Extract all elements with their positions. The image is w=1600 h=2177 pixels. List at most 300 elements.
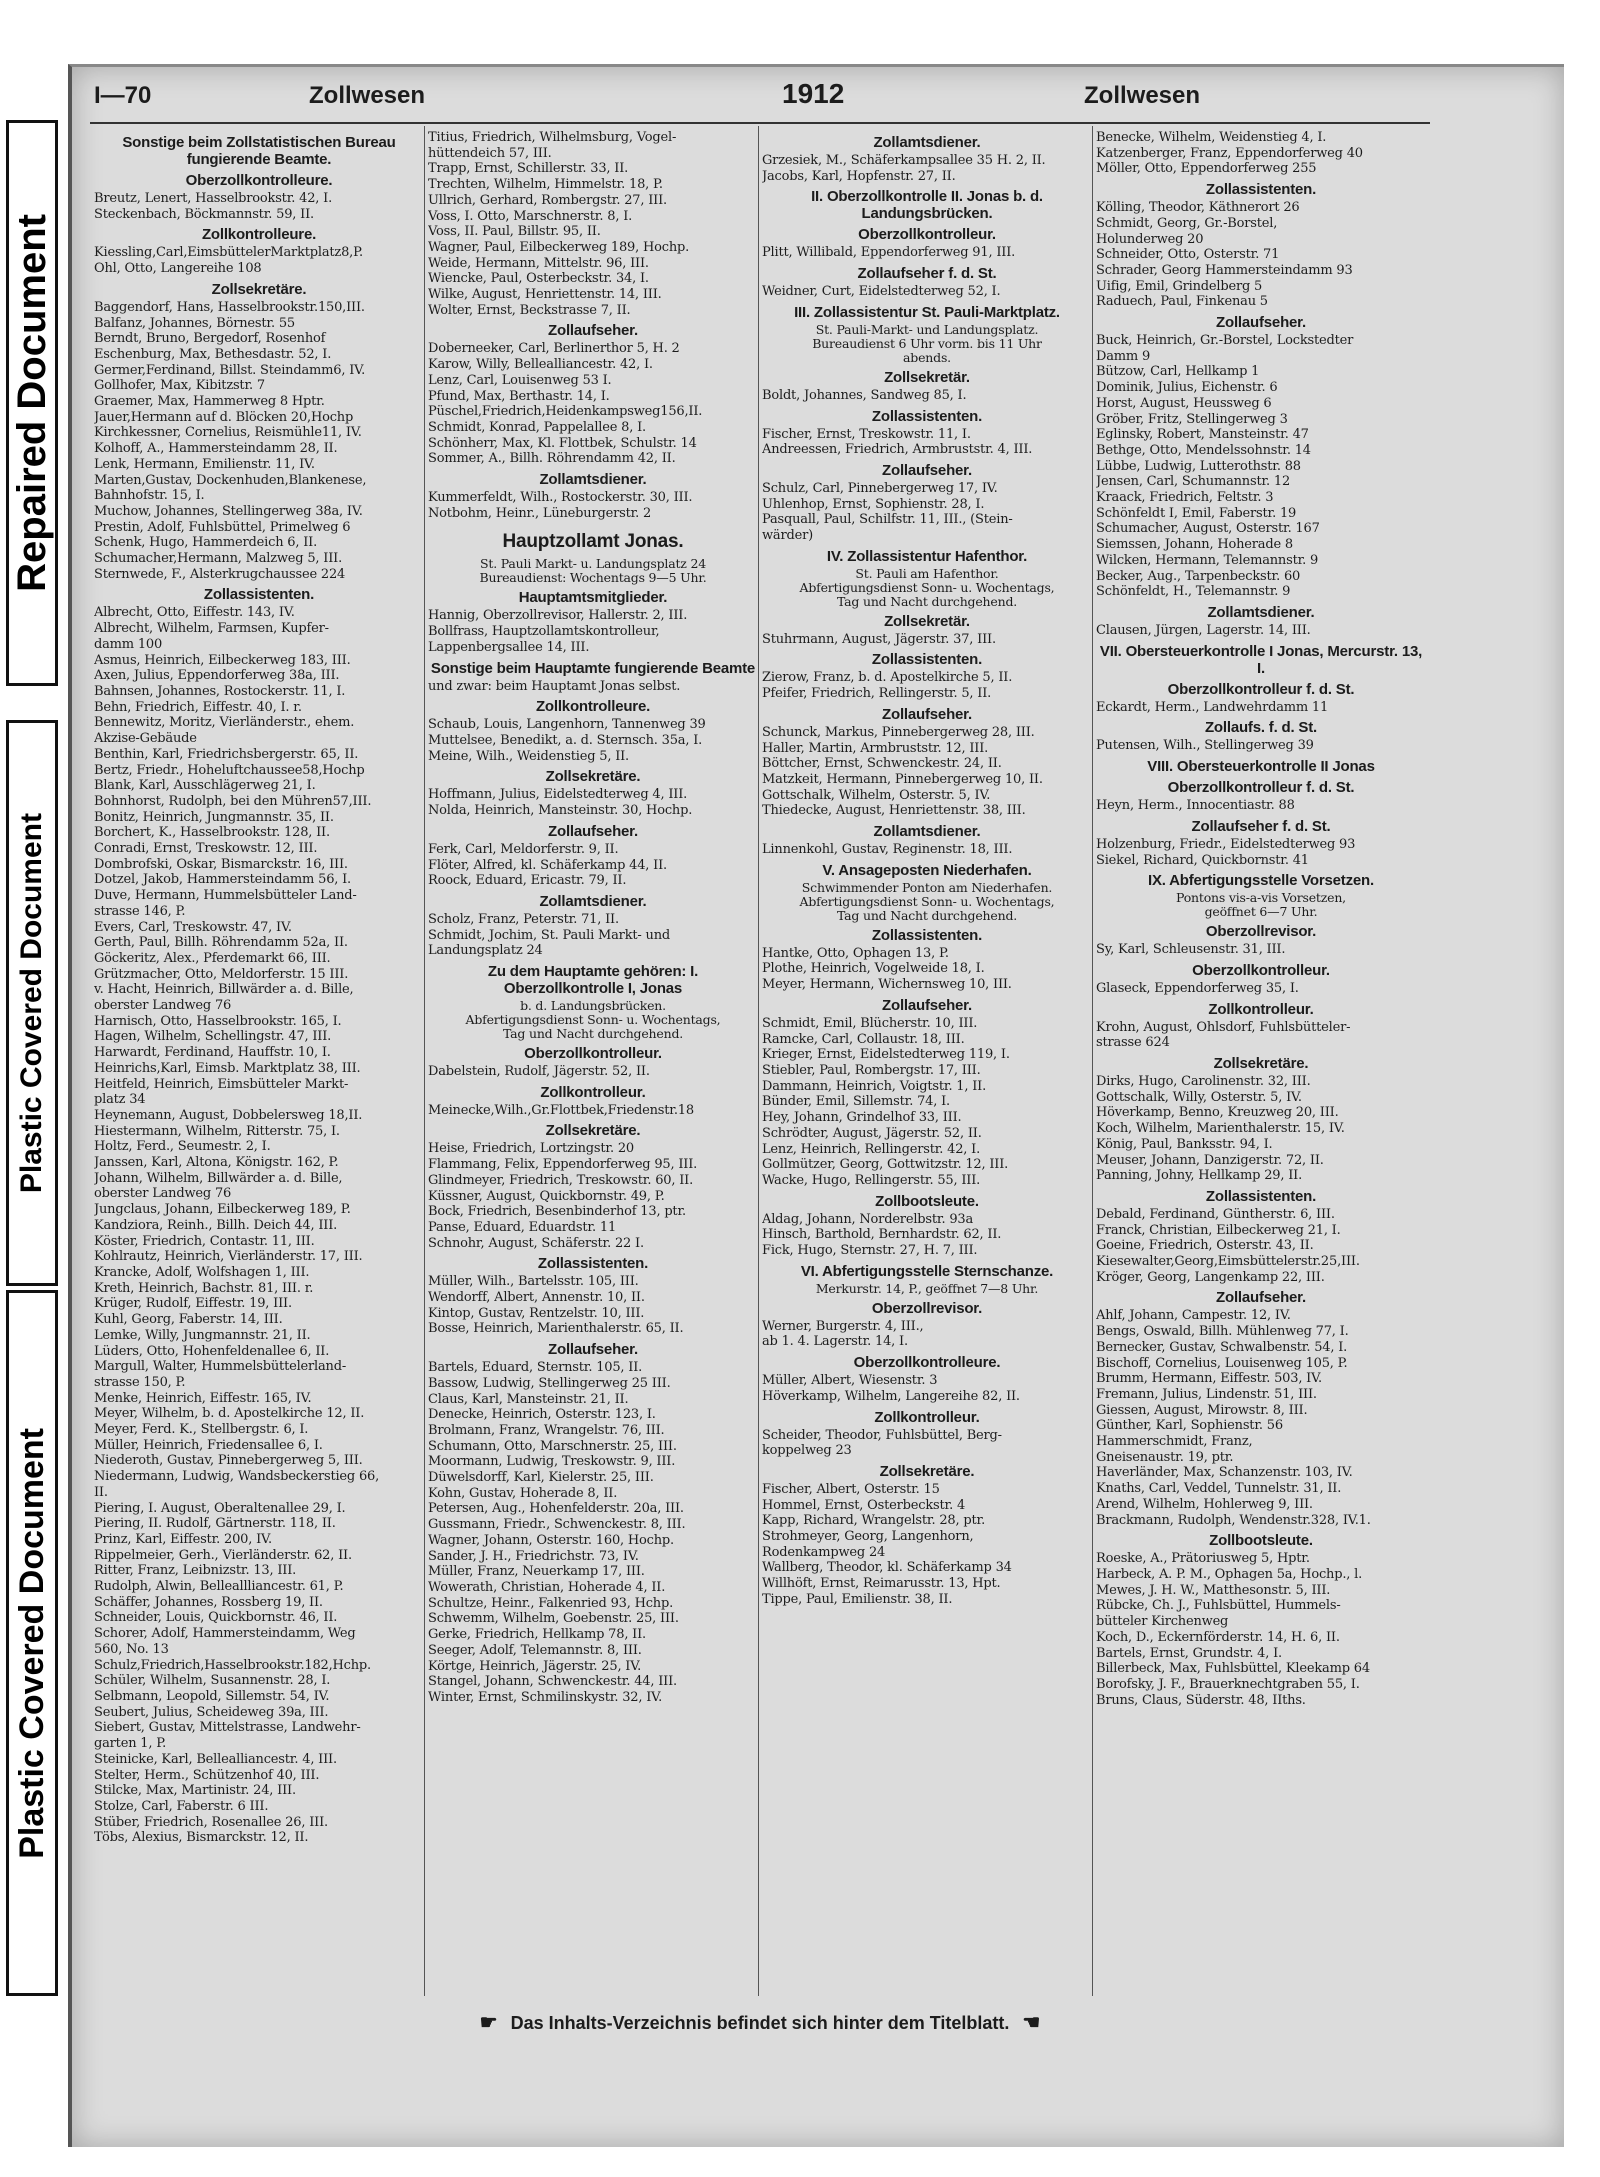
directory-entry: Bartels, Ernst, Grundstr. 4, I. [1096,1645,1282,1661]
directory-entry: Stiebler, Paul, Rombergstr. 17, III. [762,1062,981,1078]
plastic-covered-label-upper [6,720,58,1286]
repaired-document-label [6,120,58,686]
directory-entry: Fischer, Albert, Osterstr. 15 [762,1481,940,1497]
directory-entry: Wallberg, Theodor, kl. Schäferkamp 34 [762,1560,1012,1576]
section-heading: VIII. Obersteuerkontrolle II Jonas [1147,758,1375,776]
directory-entry: 560, No. 13 [94,1641,169,1657]
directory-entry: Jauer,Hermann auf d. Blöcken 20,Hochp [94,409,354,425]
directory-entry: Boldt, Johannes, Sandweg 85, I. [762,387,967,403]
section-heading: Oberzollkontrolleur f. d. St. [1167,680,1355,698]
directory-entry: Dominik, Julius, Eichenstr. 6 [1096,380,1278,396]
column-2 [428,130,758,1706]
directory-entry: Horst, August, Heussweg 6 [1096,395,1272,411]
directory-entry: Koch, Wilhelm, Marienthalerstr. 15, IV. [1096,1121,1345,1137]
section-heading: Zollaufseher. [548,822,638,840]
directory-entry: Meyer, Hermann, Wichernsweg 10, III. [762,977,1012,993]
directory-entry: Bischoff, Cornelius, Louisenweg 105, P. [1096,1355,1348,1371]
directory-entry: Thiedecke, August, Henriettenstr. 38, III. [762,803,1026,819]
directory-entry: Duve, Hermann, Hummelsbütteler Land- [94,888,357,904]
column-divider [1092,126,1093,1996]
section-heading: Zollbootsleute. [1209,1532,1313,1550]
directory-entry: Stilcke, Max, Martinistr. 24, III. [94,1783,296,1799]
directory-entry: Buck, Heinrich, Gr.-Borstel, Lockstedter [1096,333,1354,349]
directory-entry: Asmus, Heinrich, Eilbeckerweg 183, III. [94,652,351,668]
directory-entry: Matzkeit, Hermann, Pinnebergerweg 10, II. [762,771,1043,787]
directory-entry: Goeine, Friedrich, Osterstr. 43, II. [1096,1238,1314,1254]
column-divider [758,126,759,1996]
directory-entry: Meuser, Johann, Danzigerstr. 72, II. [1096,1152,1324,1168]
directory-entry: Heitfeld, Heinrich, Eimsbütteler Markt- [94,1076,349,1092]
directory-entry: Kapp, Richard, Wrangelstr. 28, ptr. [762,1513,986,1529]
directory-entry: Siemssen, Johann, Hoherade 8 [1096,537,1293,553]
directory-entry: Borchert, K., Hasselbrookstr. 128, II. [94,825,330,841]
directory-entry: Jacobs, Karl, Hopfenstr. 27, II. [762,168,956,184]
directory-entry: Bassow, Ludwig, Stellingerweg 25 III. [428,1375,671,1391]
directory-entry: Roeske, A., Prätoriusweg 5, Hptr. [1096,1551,1310,1567]
directory-entry: Bartels, Eduard, Sternstr. 105, II. [428,1360,643,1376]
directory-entry: Petersen, Aug., Hohenfelderstr. 20a, III. [428,1501,684,1517]
directory-entry: Germer,Ferdinand, Billst. Steindamm6, IV. [94,362,365,378]
directory-entry: Graemer, Max, Hammerweg 8 Hptr. [94,394,325,410]
directory-entry: Plitt, Willibald, Eppendorferweg 91, III. [762,245,1016,261]
directory-entry: Gollhofer, Max, Kibitzstr. 7 [94,378,265,394]
directory-entry: Akzise-Gebäude [94,731,197,747]
directory-entry: Prinz, Karl, Eiffestr. 200, IV. [94,1531,272,1547]
directory-entry: Flammang, Felix, Eppendorferweg 95, III. [428,1157,698,1173]
directory-entry: Moormann, Ludwig, Treskowstr. 9, III. [428,1454,676,1470]
directory-entry: Rodenkampweg 24 [762,1544,886,1560]
plastic-covered-label-lower [6,1290,58,1996]
section-note: Schwimmender Ponton am Niederhafen. [801,879,1053,895]
directory-entry: Kraack, Friedrich, Feltstr. 3 [1096,490,1274,506]
directory-entry: hüttendeich 57, III. [428,145,552,161]
directory-entry: Höverkamp, Benno, Kreuzweg 20, III. [1096,1105,1339,1121]
directory-entry: Katzenberger, Franz, Eppendorferweg 40 [1096,145,1363,161]
directory-entry: Koch, D., Eckernförderstr. 14, H. 6, II. [1096,1629,1340,1645]
section-heading: Zollkontrolleur. [874,1408,980,1426]
directory-entry: Müller, Heinrich, Friedensallee 6, I. [94,1437,323,1453]
directory-entry: Lübbe, Ludwig, Lutterothstr. 88 [1096,458,1301,474]
directory-entry: Schumacher, August, Osterstr. 167 [1096,521,1320,537]
directory-entry: Pasquall, Paul, Schilfstr. 11, III., (Stein- [762,512,1013,528]
directory-entry: Göckeritz, Alex., Pferdemarkt 66, III. [94,950,331,966]
directory-entry: Gottschalk, Willy, Osterstr. 5, IV. [1096,1089,1302,1105]
directory-entry: Bertz, Friedr., Hoheluftchaussee58,Hochp [94,762,365,778]
directory-entry: Andreessen, Friedrich, Armbruststr. 4, III. [762,442,1033,458]
directory-entry: Gottschalk, Wilhelm, Osterstr. 5, IV. [762,787,991,803]
page-footer [90,2010,1430,2035]
directory-entry: Raduech, Paul, Finkenau 5 [1096,294,1268,310]
directory-entry: Roock, Eduard, Ericastr. 79, II. [428,873,627,889]
section-heading: Zollamtsdiener. [539,471,647,489]
directory-entry: Wiencke, Paul, Osterbeckstr. 34, I. [428,271,649,287]
directory-entry: Werner, Burgerstr. 4, III., [762,1318,924,1334]
directory-entry: Benthin, Karl, Friedrichsbergerstr. 65, II. [94,746,359,762]
directory-entry: Müller, Wilh., Bartelsstr. 105, III. [428,1274,639,1290]
directory-entry: Franck, Christian, Eilbeckerweg 21, I. [1096,1222,1341,1238]
directory-entry: Schmidt, Jochim, St. Pauli Markt- und [428,927,670,943]
directory-entry: Kiesewalter,Georg,Eimsbüttelerstr.25,III. [1096,1254,1360,1270]
directory-entry: Willhöft, Ernst, Reimarusstr. 13, Hpt. [762,1576,1001,1592]
directory-entry: Dammann, Heinrich, Voigtstr. 1, II. [762,1078,987,1094]
header-right-title: Zollwesen [1084,82,1201,109]
directory-entry: strasse 150, P. [94,1374,186,1390]
directory-entry: Bernecker, Gustav, Schwalbenstr. 54, I. [1096,1339,1348,1355]
directory-entry: Hinsch, Barthold, Bernhardstr. 62, II. [762,1227,1002,1243]
directory-entry: Lenz, Heinrich, Rellingerstr. 42, I. [762,1141,981,1157]
directory-entry: Piering, II. Rudolf, Gärtnerstr. 118, II. [94,1516,336,1532]
directory-entry: Eckardt, Herm., Landwehrdamm 11 [1096,699,1329,715]
directory-entry: Schäffer, Johannes, Rossberg 19, II. [94,1594,323,1610]
directory-entry: Notbohm, Heinr., Lüneburgerstr. 2 [428,505,652,521]
directory-entry: Plothe, Heinrich, Vogelweide 18, I. [762,961,985,977]
directory-entry: oberster Landweg 76 [94,1186,232,1202]
directory-entry: Zierow, Franz, b. d. Apostelkirche 5, II. [762,670,1013,686]
directory-entry: Bahnsen, Johannes, Rostockerstr. 11, I. [94,683,346,699]
column-4 [1096,130,1426,1708]
directory-entry: Müller, Franz, Neuerkamp 17, III. [428,1564,645,1580]
page-header [94,78,1414,118]
section-note: Tag und Nacht durchgehend. [836,907,1018,923]
directory-entry: Schmidt, Georg, Gr.-Borstel, [1096,215,1278,231]
directory-entry: Eglinsky, Robert, Mansteinstr. 47 [1096,427,1309,443]
directory-entry: Blank, Karl, Ausschlägerweg 21, I. [94,778,316,794]
section-heading: Zollkontrolleur. [540,1083,646,1101]
column-3 [762,130,1092,1608]
directory-entry: Bock, Friedrich, Besenbinderhof 13, ptr. [428,1204,686,1220]
section-heading: Oberzollkontrolleure. [185,172,333,189]
directory-entry: Flöter, Alfred, kl. Schäferkamp 44, II. [428,857,667,873]
directory-entry: Schwemm, Wilhelm, Goebenstr. 25, III. [428,1611,679,1627]
section-heading: IX. Abfertigungsstelle Vorsetzen. [1148,872,1374,890]
directory-entry: Hey, Johann, Grindelhof 33, III. [762,1110,962,1126]
section-heading: IV. Zollassistentur Hafenthor. [826,547,1028,565]
directory-entry: Gussmann, Friedr., Schwenckestr. 8, III. [428,1517,686,1533]
directory-entry: Uhlenhop, Ernst, Sophienstr. 28, I. [762,496,985,512]
directory-entry: Bahnhofstr. 15, I. [94,488,205,504]
section-heading: II. Oberzollkontrolle II. Jonas b. d. Landungsbrücken. [811,188,1043,223]
section-note: St. Pauli am Hafenthor. [855,565,999,581]
directory-entry: Kölling, Theodor, Käthnerort 26 [1096,200,1300,216]
directory-entry: garten 1, P. [94,1736,167,1752]
directory-entry: Heinrichs,Karl, Eimsb. Marktplatz 38, III. [94,1060,361,1076]
directory-entry: Sander, J. H., Friedrichstr. 73, IV. [428,1548,639,1564]
directory-entry: Möller, Otto, Eppendorferweg 255 [1096,161,1317,177]
directory-entry: Stangel, Johann, Schwenckestr. 44, III. [428,1674,677,1690]
directory-entry: Rudolph, Alwin, Belleallliancestr. 61, P. [94,1579,344,1595]
directory-entry: Steckenbach, Böckmannstr. 59, II. [94,206,314,222]
section-heading: Zollsekretär. [884,612,970,630]
directory-entry: Holzenburg, Friedr., Eidelstedterweg 93 [1096,836,1356,852]
section-note: Bureaudienst: Wochentags 9—5 Uhr. [479,570,707,586]
section-heading: Oberzollkontrolleur f. d. St. [1167,779,1355,797]
directory-entry: Axen, Julius, Eppendorferweg 38a, III. [94,668,340,684]
directory-entry: Lemke, Willy, Jungmannstr. 21, II. [94,1327,311,1343]
directory-entry: Baggendorf, Hans, Hasselbrookstr.150,III. [94,299,365,315]
directory-entry: Ullrich, Gerhard, Rombergstr. 27, III. [428,192,667,208]
directory-entry: Bennewitz, Moritz, Vierländerstr., ehem. [94,715,355,731]
directory-entry: Ramcke, Carl, Collaustr. 18, III. [762,1031,965,1047]
directory-entry: Kolhoff, A., Hammersteindamm 28, II. [94,441,338,457]
directory-entry: Heyn, Herm., Innocentiastr. 88 [1096,798,1295,814]
directory-entry: Wilcken, Hermann, Telemannstr. 9 [1096,552,1319,568]
directory-entry: wärder) [762,528,813,544]
directory-entry: Janssen, Karl, Altona, Königstr. 162, P. [94,1155,339,1171]
directory-entry: Brumm, Hermann, Eiffestr. 503, IV. [1096,1371,1322,1387]
directory-entry: Hammerschmidt, Franz, [1096,1434,1253,1450]
directory-entry: Schneider, Otto, Osterstr. 71 [1096,247,1280,263]
directory-entry: Kreth, Heinrich, Bachstr. 81, III. r. [94,1280,314,1296]
section-heading: Zu dem Hauptamte gehören: I. Oberzollkontrolle I, Jonas [487,963,699,998]
directory-entry: Gollmützer, Georg, Gottwitzstr. 12, III. [762,1157,1009,1173]
directory-entry: strasse 624 [1096,1035,1170,1051]
directory-entry: Balfanz, Johannes, Börnestr. 55 [94,315,295,331]
section-heading: Zollamtsdiener. [873,823,981,841]
section-heading: Zollassistenten. [203,586,315,604]
directory-entry: Heise, Friedrich, Lortzingstr. 20 [428,1141,635,1157]
directory-entry: Niedermann, Ludwig, Wandsbeckerstieg 66, [94,1469,380,1485]
directory-entry: Gerth, Paul, Billh. Röhrendamm 52a, II. [94,935,348,951]
section-heading: Hauptzollamt Jonas. [502,531,684,553]
directory-entry: Dirks, Hugo, Carolinenstr. 32, III. [1096,1074,1311,1090]
section-note: Merkurstr. 14, P., geöffnet 7—8 Uhr. [815,1280,1039,1296]
directory-entry: Damm 9 [1096,348,1151,364]
directory-entry: Mewes, J. H. W., Matthesonstr. 5, III. [1096,1582,1331,1598]
directory-entry: Stolze, Carl, Faberstr. 6 III. [94,1798,269,1814]
directory-entry: Benecke, Wilhelm, Weidenstieg 4, I. [1096,130,1327,145]
directory-entry: Pfeifer, Friedrich, Rellingerstr. 5, II. [762,686,992,702]
directory-entry: Gneisenaustr. 19, ptr. [1096,1449,1234,1465]
directory-entry: Meinecke,Wilh.,Gr.Flottbek,Friedenstr.18 [428,1102,694,1118]
directory-entry: Meyer, Wilhelm, b. d. Apostelkirche 12, II. [94,1406,365,1422]
section-heading: VI. Abfertigungsstelle Sternschanze. [800,1262,1054,1280]
section-heading: Zollaufseher. [1216,1289,1306,1307]
column-divider [424,126,425,1996]
directory-entry: Kuhl, Georg, Faberstr. 14, III. [94,1312,283,1328]
section-note: Tag und Nacht durchgehend. [836,593,1018,609]
directory-entry: II. [94,1484,108,1500]
directory-entry: Grzesiek, M., Schäferkampsallee 35 H. 2, II. [762,153,1046,168]
directory-entry: Hoffmann, Julius, Eidelstedterweg 4, III. [428,787,688,803]
directory-entry: Billerbeck, Max, Fuhlsbüttel, Kleekamp 64 [1096,1661,1370,1677]
directory-entry: Denecke, Heinrich, Osterstr. 123, I. [428,1407,656,1423]
section-heading: Zollkontrolleure. [535,698,651,716]
directory-entry: Töbs, Alexius, Bismarckstr. 12, II. [94,1830,309,1846]
directory-entry: Dotzel, Jakob, Hammersteindamm 56, I. [94,872,351,888]
directory-entry: Schneider, Louis, Quickbornstr. 46, II. [94,1610,338,1626]
directory-entry: platz 34 [94,1092,146,1108]
directory-entry: Claus, Karl, Mansteinstr. 21, II. [428,1391,629,1407]
directory-entry: Linnenkohl, Gustav, Reginenstr. 18, III. [762,842,1013,858]
directory-entry: Schumann, Otto, Marschnerstr. 25, III. [428,1438,677,1454]
directory-entry: Lappenbergsallee 14, III. [428,639,590,655]
directory-entry: Krancke, Adolf, Wolfshagen 1, III. [94,1265,310,1280]
directory-entry: Schrader, Georg Hammersteindamm 93 [1096,262,1353,278]
directory-entry: Weidner, Curt, Eidelstedterweg 52, I. [762,284,1001,300]
section-heading: Zollsekretäre. [211,280,307,298]
directory-entry: Rübcke, Ch. J., Fuhlsbüttel, Hummels- [1096,1598,1341,1614]
directory-entry: Albrecht, Wilhelm, Farmsen, Kupfer- [94,621,329,637]
section-heading: Zollaufseher f. d. St. [1191,817,1331,835]
directory-entry: Krohn, August, Ohlsdorf, Fuhlsbütteler- [1096,1019,1351,1035]
section-heading: Hauptamtsmitglieder. [518,589,668,607]
section-heading: Oberzollkontrolleur. [858,226,996,244]
directory-entry: Püschel,Friedrich,Heidenkampsweg156,II. [428,404,703,420]
directory-entry: Bohnhorst, Rudolph, bei den Mühren57,III. [94,793,372,809]
directory-entry: Weide, Hermann, Mittelstr. 96, III. [428,255,649,271]
section-note: Abfertigungsdienst Sonn- u. Wochentags, [799,893,1055,909]
directory-entry: Niederoth, Gustav, Pinnebergerweg 5, III. [94,1453,363,1469]
section-heading: Zollamtsdiener. [1207,603,1315,621]
directory-entry: Wilke, August, Henriettenstr. 14, III. [428,287,662,303]
directory-entry: Schaub, Louis, Langenhorn, Tannenweg 39 [428,717,706,733]
directory-entry: Schorer, Adolf, Hammersteindamm, Weg [94,1626,356,1642]
section-note: abends. [903,349,951,365]
directory-entry: Böttcher, Ernst, Schwenckestr. 24, II. [762,756,1002,772]
directory-entry: Schulz, Carl, Pinnebergerweg 17, IV. [762,480,998,496]
directory-entry: Wolter, Ernst, Beckstrasse 7, II. [428,302,631,318]
section-note: Abfertigungsdienst Sonn- u. Wochentags, [799,579,1055,595]
page-number: I—70 [94,82,152,109]
section-heading: Zollamtsdiener. [873,134,981,151]
directory-entry: Karow, Willy, Bellealliancestr. 42, I. [428,357,653,373]
directory-entry: Fischer, Ernst, Treskowstr. 11, I. [762,426,971,442]
directory-entry: Holunderweg 20 [1096,231,1204,247]
directory-entry: Wacke, Hugo, Rellingerstr. 55, III. [762,1172,981,1188]
directory-entry: Köster, Friedrich, Contastr. 11, III. [94,1233,315,1249]
directory-entry: Kiessling,Carl,EimsbüttelerMarktplatz8,P. [94,245,363,261]
pointing-hand-icon: ☚ [1022,2012,1041,2034]
directory-entry: Hagen, Wilhelm, Schellingstr. 47, III. [94,1029,332,1045]
directory-entry: Hannig, Oberzollrevisor, Hallerstr. 2, III. [428,608,688,624]
directory-entry: Hiestermann, Wilhelm, Ritterstr. 75, I. [94,1123,340,1139]
section-heading: V. Ansageposten Niederhafen. [822,861,1032,879]
directory-entry: Gröber, Fritz, Stellingerweg 3 [1096,411,1288,427]
section-heading: Oberzollkontrolleure. [853,1354,1001,1372]
directory-entry: Bruns, Claus, Süderstr. 48, IIths. [1096,1692,1306,1708]
directory-entry: Panning, Johny, Hellkamp 29, II. [1096,1168,1303,1184]
directory-entry: Fremann, Julius, Lindenstr. 51, III. [1096,1386,1317,1402]
plastic-covered-text-lower: Plastic Covered Document [12,1427,51,1859]
directory-entry: und zwar: beim Hauptamt Jonas selbst. [428,678,681,694]
section-heading: Zollsekretäre. [1213,1055,1309,1073]
section-heading: VII. Obersteuerkontrolle I Jonas, Mercurstr. 13, I. [1099,642,1423,677]
section-heading: Zollsekretäre. [879,1462,975,1480]
directory-entry: Albrecht, Otto, Eiffestr. 143, IV. [94,605,295,621]
directory-entry: Schnohr, August, Schäferstr. 22 I. [428,1235,644,1251]
directory-entry: Piering, I. August, Oberaltenallee 29, I. [94,1500,346,1516]
directory-entry: Selbmann, Leopold, Sillemstr. 54, IV. [94,1688,330,1704]
directory-entry: Stelter, Herm., Schützenhof 40, III. [94,1767,320,1783]
directory-entry: Margull, Walter, Hummelsbüttelerland- [94,1359,347,1375]
directory-entry: Harwardt, Ferdinand, Hauffstr. 10, I. [94,1045,331,1061]
directory-entry: Kintop, Gustav, Rentzelstr. 10, III. [428,1305,645,1321]
section-heading: Zollamtsdiener. [539,892,647,910]
directory-entry: v. Hacht, Heinrich, Billwärder a. d. Bille, [94,982,354,998]
directory-entry: Bosse, Heinrich, Marienthalerstr. 65, II. [428,1321,684,1337]
section-heading: Zollaufseher f. d. St. [857,265,997,283]
section-heading: Zollkontrolleur. [1208,1000,1314,1018]
directory-entry: Voss, II. Paul, Billstr. 95, II. [428,224,601,240]
directory-entry: Meyer, Ferd. K., Stellbergstr. 6, I. [94,1422,309,1438]
directory-entry: Strohmeyer, Georg, Langenhorn, [762,1529,974,1545]
section-heading: Zollassistenten. [871,651,983,669]
directory-entry: Haller, Martin, Armbruststr. 12, III. [762,740,989,756]
section-heading: Zollaufs. f. d. St. [1204,719,1318,737]
section-heading: Sonstige beim Zollstatistischen Bureau fungierende Beamte. [122,134,396,168]
section-heading: Zollassistenten. [871,407,983,425]
directory-entry: ab 1. 4. Lagerstr. 14, I. [762,1334,908,1350]
directory-entry: Bünder, Emil, Sillemstr. 74, I. [762,1094,950,1110]
directory-entry: Heynemann, August, Dobbelersweg 18,II. [94,1107,363,1123]
section-heading: Zollsekretäre. [545,1122,641,1140]
directory-entry: Pfund, Max, Berthastr. 14, I. [428,388,610,404]
directory-entry: Glindmeyer, Friedrich, Treskowstr. 60, II. [428,1172,694,1188]
directory-entry: Seubert, Julius, Scheideweg 39a, III. [94,1704,329,1720]
directory-entry: Dabelstein, Rudolf, Jägerstr. 52, II. [428,1064,650,1080]
directory-entry: Krüger, Rudolf, Eiffestr. 19, III. [94,1296,292,1312]
directory-entry: Conradi, Ernst, Treskowstr. 12, III. [94,841,318,857]
directory-entry: Bollfrass, Hauptzollamtskontrolleur, [428,624,660,640]
directory-entry: Krieger, Ernst, Eidelstedterweg 119, I. [762,1047,1010,1063]
directory-entry: Panse, Eduard, Eduardstr. 11 [428,1219,617,1235]
directory-entry: Giessen, August, Mirowstr. 8, III. [1096,1402,1308,1418]
directory-entry: Harnisch, Otto, Hasselbrookstr. 165, I. [94,1013,342,1029]
directory-entry: Ahlf, Johann, Campestr. 12, IV. [1096,1308,1291,1324]
section-heading: III. Zollassistentur St. Pauli-Marktplatz. [794,303,1060,321]
directory-entry: Schmidt, Emil, Blücherstr. 10, III. [762,1015,978,1031]
section-heading: Zollaufseher. [882,996,972,1014]
directory-entry: Evers, Carl, Treskowstr. 47, IV. [94,919,292,935]
directory-entry: Menke, Heinrich, Eiffestr. 165, IV. [94,1390,312,1406]
section-note: Bureaudienst 6 Uhr vorm. bis 11 Uhr [812,335,1042,351]
directory-entry: Marten,Gustav, Dockenhuden,Blankenese, [94,472,367,488]
section-heading: Oberzollrevisor. [871,1299,983,1317]
directory-entry: damm 100 [94,636,163,652]
header-left-title: Zollwesen [309,82,426,109]
directory-entry: Debald, Ferdinand, Güntherstr. 6, III. [1096,1206,1335,1222]
directory-entry: Voss, I. Otto, Marschnerstr. 8, I. [428,208,633,224]
directory-entry: Lenz, Carl, Louisenweg 53 I. [428,372,612,388]
directory-entry: Berndt, Bruno, Bergedorf, Rosenhof [94,331,326,347]
directory-entry: Brolmann, Franz, Wrangelstr. 76, III. [428,1422,665,1438]
directory-entry: Kandziora, Reinh., Billh. Deich 44, III. [94,1217,338,1233]
section-heading: Zollassistenten. [1205,1187,1317,1205]
directory-entry: Siekel, Richard, Quickbornstr. 41 [1096,852,1309,868]
directory-entry: Rippelmeier, Gerh., Vierländerstr. 62, II. [94,1547,352,1563]
directory-entry: Brackmann, Rudolph, Wendenstr.328, IV.1. [1096,1512,1371,1528]
directory-entry: Ohl, Otto, Langereihe 108 [94,261,262,277]
footer-note: Das Inhalts-Verzeichnis befindet sich hinter dem Titelblatt. [510,2013,1010,2033]
section-note: Tag und Nacht durchgehend. [502,1026,684,1042]
section-heading: Oberzollkontrolleur. [1192,961,1330,979]
directory-entry: Jensen, Carl, Schumannstr. 12 [1096,474,1291,490]
directory-entry: Kummerfeldt, Wilh., Rostockerstr. 30, III. [428,490,693,506]
directory-entry: Muchow, Johannes, Stellingerweg 38a, IV. [94,503,363,519]
directory-entry: Schönfeldt, H., Telemannstr. 9 [1096,584,1291,600]
directory-entry: Glaseck, Eppendorferweg 35, I. [1096,980,1299,996]
section-note: St. Pauli-Markt- und Landungsplatz. [815,321,1039,337]
directory-entry: Tippe, Paul, Emilienstr. 38, II. [762,1591,953,1607]
directory-entry: Müller, Albert, Wiesenstr. 3 [762,1373,938,1389]
section-note: Pontons vis-a-vis Vorsetzen, [1176,890,1346,906]
directory-entry: Arend, Wilhelm, Hohlerweg 9, III. [1096,1496,1313,1512]
directory-entry: Steinicke, Karl, Bellealliancestr. 4, III. [94,1751,337,1767]
directory-entry: Kirchkessner, Cornelius, Reismühle11, IV. [94,425,362,441]
directory-entry: Trechten, Wilhelm, Himmelstr. 18, P. [428,177,663,193]
directory-entry: Ferk, Carl, Meldorferstr. 9, II. [428,841,619,857]
header-rule [90,122,1430,124]
